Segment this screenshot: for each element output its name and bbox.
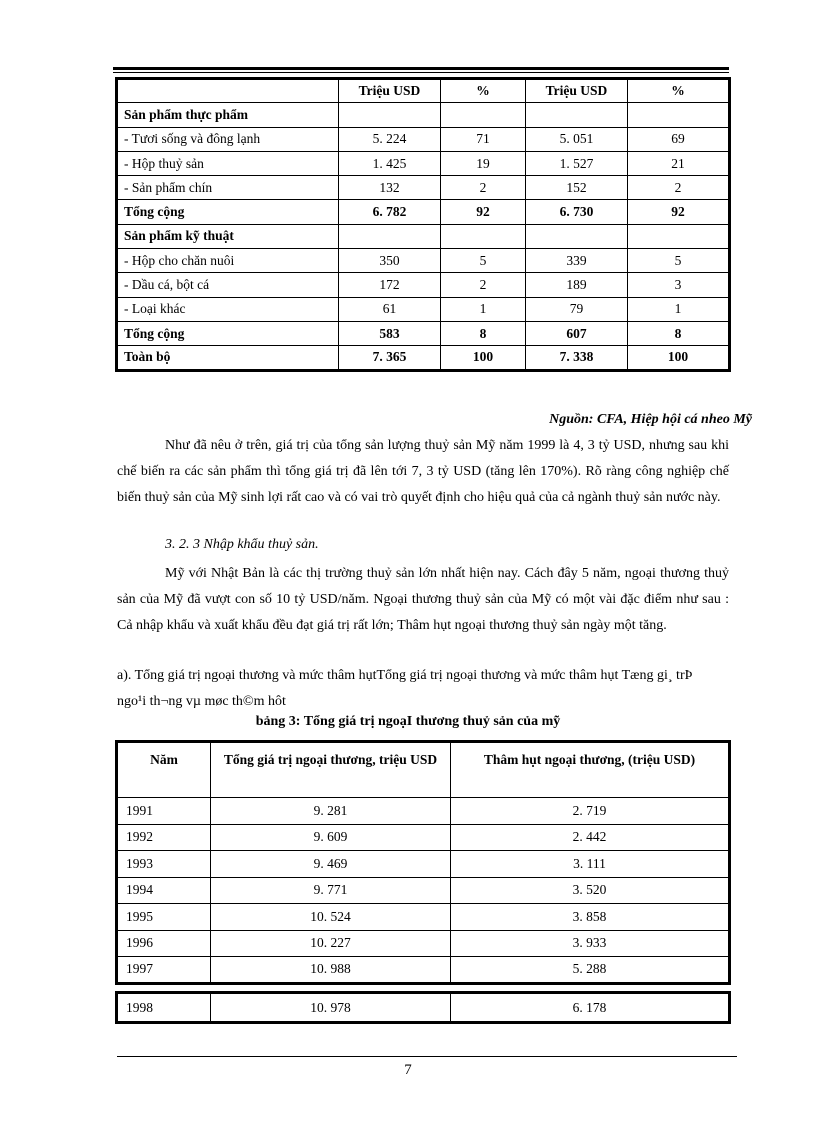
cell: 3. 933 xyxy=(451,930,730,957)
cell: 1. 527 xyxy=(526,151,628,175)
row-label: Tổng cộng xyxy=(117,321,339,345)
cell: 61 xyxy=(339,297,441,321)
row-label: Sản phẩm thực phẩm xyxy=(117,103,339,127)
cell xyxy=(628,103,730,127)
cell: 350 xyxy=(339,249,441,273)
cell: 6. 782 xyxy=(339,200,441,224)
header-cell: % xyxy=(628,79,730,103)
paragraph xyxy=(117,663,757,715)
cell: 339 xyxy=(526,249,628,273)
cell xyxy=(339,103,441,127)
cell: 3 xyxy=(628,273,730,297)
cell: 100 xyxy=(441,346,526,370)
cell: 2 xyxy=(441,176,526,200)
table-header-row xyxy=(117,79,730,103)
table-row xyxy=(117,904,730,931)
cell: 1 xyxy=(628,297,730,321)
cell: 172 xyxy=(339,273,441,297)
cell xyxy=(526,103,628,127)
table-row xyxy=(117,176,730,200)
table-row-grand-total xyxy=(117,346,730,370)
table-header-row xyxy=(117,742,730,798)
header-cell: Năm xyxy=(117,742,211,798)
table-row-total xyxy=(117,200,730,224)
cell: 10. 978 xyxy=(211,993,451,1023)
cell xyxy=(441,103,526,127)
cell: 2 xyxy=(441,273,526,297)
cell: 71 xyxy=(441,127,526,151)
cell: 7. 338 xyxy=(526,346,628,370)
row-label: - Hộp thuỷ sản xyxy=(117,151,339,175)
cell: 9. 609 xyxy=(211,824,451,851)
table-row xyxy=(117,851,730,878)
cell: 19 xyxy=(441,151,526,175)
cell: 8 xyxy=(441,321,526,345)
cell: 9. 469 xyxy=(211,851,451,878)
paragraph: Như đã nêu ở trên, giá trị của tổng sản lượng thuỷ sản Mỹ năm 1999 là 4, 3 tỷ USD, nhưng sau khi chế biến ra các sản phẩm thì tổng giá trị đã lên tới 7, 3 tỷ USD (tăng lên 170%). Rõ ràng công nghiệp chế biến thuỷ sản của Mỹ sinh lợi rất cao và có vai trò quyết định cho hiệu quả của cả ngành thuỷ sản nước này. xyxy=(117,438,729,506)
table-source: Nguồn: CFA, Hiệp hội cá nheo Mỹ xyxy=(549,412,752,427)
cell: 6. 178 xyxy=(451,993,730,1023)
table-row xyxy=(117,224,730,248)
cell: 5 xyxy=(628,249,730,273)
cell: 79 xyxy=(526,297,628,321)
header-cell: Thâm hụt ngoại thương, (triệu USD) xyxy=(451,742,730,798)
header-cell: Triệu USD xyxy=(526,79,628,103)
header-cell xyxy=(117,79,339,103)
year-cell: 1996 xyxy=(117,930,211,957)
paragraph: Mỹ với Nhật Bản là các thị trường thuỷ sản lớn nhất hiện nay. Cách đây 5 năm, ngoại thương thuỷ sản của Mỹ đã vượt con số 10 tỷ USD/năm. Ngoại thương thuỷ sản của Mỹ có một vài đặc điểm như sau : Cả nhập khẩu và xuất khẩu đều đạt giá trị rất lớn; Thâm hụt ngoại thương thuỷ sản ngày một tăng. xyxy=(117,566,729,634)
year-cell: 1994 xyxy=(117,877,211,904)
page-number: 7 xyxy=(404,1062,412,1078)
header-rule-thick xyxy=(113,67,729,70)
year-cell: 1998 xyxy=(117,993,211,1023)
table-row xyxy=(117,297,730,321)
paragraph-line: a). Tổng giá trị ngoại thương và mức thâm hụtTổng giá trị ngoại thương và mức thâm hụt Tæng gi¸ trÞ xyxy=(117,668,693,683)
row-label: Tổng cộng xyxy=(117,200,339,224)
table-row xyxy=(117,957,730,984)
table-row xyxy=(117,103,730,127)
cell: 2. 442 xyxy=(451,824,730,851)
table-row-total xyxy=(117,321,730,345)
cell: 189 xyxy=(526,273,628,297)
table-caption: bảng 3: Tổng giá trị ngoạI thương thuỷ sản của mỹ xyxy=(255,714,561,729)
header-rule-thin xyxy=(113,72,729,73)
cell: 3. 111 xyxy=(451,851,730,878)
section-heading: 3. 2. 3 Nhập khẩu thuỷ sản. xyxy=(165,537,319,552)
cell: 1. 425 xyxy=(339,151,441,175)
table-row xyxy=(117,151,730,175)
cell: 9. 771 xyxy=(211,877,451,904)
cell: 92 xyxy=(441,200,526,224)
header-cell: Tổng giá trị ngoại thương, triệu USD xyxy=(211,742,451,798)
footer-rule xyxy=(117,1056,737,1057)
table-row xyxy=(117,877,730,904)
cell: 9. 281 xyxy=(211,798,451,825)
cell: 1 xyxy=(441,297,526,321)
table-row xyxy=(117,127,730,151)
cell xyxy=(628,224,730,248)
cell xyxy=(339,224,441,248)
paragraph-line: ngo¹i th¬ng vµ møc th©m hôt xyxy=(117,694,286,709)
table-row xyxy=(117,798,730,825)
row-label: - Dầu cá, bột cá xyxy=(117,273,339,297)
cell: 92 xyxy=(628,200,730,224)
cell xyxy=(441,224,526,248)
cell: 583 xyxy=(339,321,441,345)
table-row xyxy=(117,273,730,297)
cell: 69 xyxy=(628,127,730,151)
cell: 5. 288 xyxy=(451,957,730,984)
foreign-trade-table-continued xyxy=(115,991,731,1024)
cell: 5. 224 xyxy=(339,127,441,151)
cell: 3. 520 xyxy=(451,877,730,904)
row-label: - Tươi sống và đông lạnh xyxy=(117,127,339,151)
foreign-trade-table xyxy=(115,740,731,985)
row-label: Toàn bộ xyxy=(117,346,339,370)
row-label: - Sản phẩm chín xyxy=(117,176,339,200)
seafood-products-table xyxy=(115,77,731,372)
cell: 132 xyxy=(339,176,441,200)
table-row xyxy=(117,824,730,851)
year-cell: 1995 xyxy=(117,904,211,931)
cell: 100 xyxy=(628,346,730,370)
cell: 3. 858 xyxy=(451,904,730,931)
cell: 5 xyxy=(441,249,526,273)
cell: 10. 227 xyxy=(211,930,451,957)
cell: 8 xyxy=(628,321,730,345)
cell: 21 xyxy=(628,151,730,175)
cell: 5. 051 xyxy=(526,127,628,151)
row-label: Sản phẩm kỹ thuật xyxy=(117,224,339,248)
cell: 607 xyxy=(526,321,628,345)
cell: 6. 730 xyxy=(526,200,628,224)
cell: 10. 524 xyxy=(211,904,451,931)
cell: 10. 988 xyxy=(211,957,451,984)
year-cell: 1992 xyxy=(117,824,211,851)
year-cell: 1991 xyxy=(117,798,211,825)
header-cell: % xyxy=(441,79,526,103)
table-row xyxy=(117,930,730,957)
cell: 152 xyxy=(526,176,628,200)
table-row xyxy=(117,249,730,273)
cell: 2 xyxy=(628,176,730,200)
table-row xyxy=(117,993,730,1023)
cell: 7. 365 xyxy=(339,346,441,370)
year-cell: 1993 xyxy=(117,851,211,878)
year-cell: 1997 xyxy=(117,957,211,984)
row-label: - Loại khác xyxy=(117,297,339,321)
header-cell: Triệu USD xyxy=(339,79,441,103)
cell: 2. 719 xyxy=(451,798,730,825)
cell xyxy=(526,224,628,248)
row-label: - Hộp cho chăn nuôi xyxy=(117,249,339,273)
